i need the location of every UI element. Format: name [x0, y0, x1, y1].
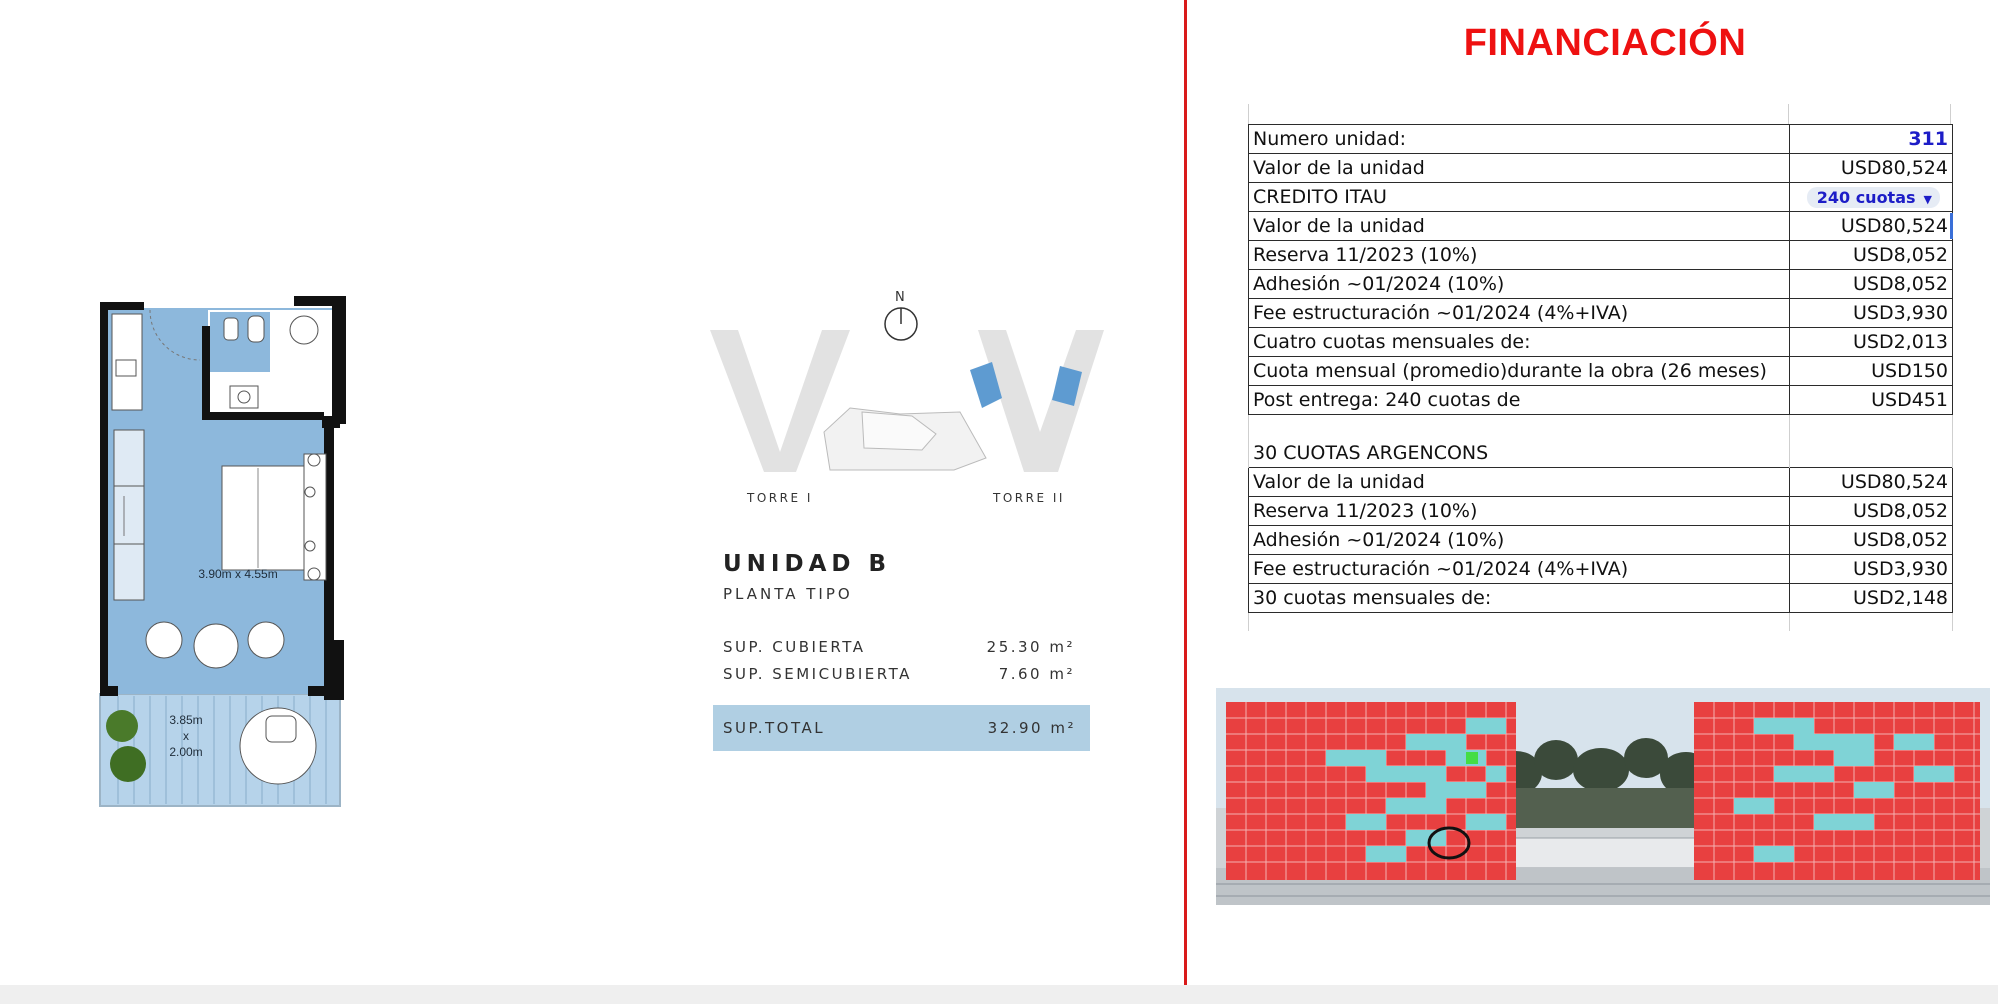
- building-render: [1216, 688, 1990, 905]
- unit-subtitle: PLANTA TIPO: [723, 585, 853, 603]
- table-row: [1249, 299, 1953, 328]
- area-value: 7.60 m²: [998, 665, 1075, 683]
- balcony-width: 3.85m: [169, 713, 203, 727]
- table-row: [1249, 584, 1953, 613]
- cell-label: Reserva 11/2023 (10%): [1249, 241, 1790, 270]
- financing-title: FINANCIACIÓN: [1463, 22, 1747, 64]
- argencons-label: 30 CUOTAS ARGENCONS: [1249, 439, 1790, 468]
- table-row: [1249, 526, 1953, 555]
- floor-plan: [98, 296, 356, 808]
- cuotas-dropdown-value: 240 cuotas: [1816, 188, 1916, 207]
- floor-plan-drawing: [98, 296, 356, 808]
- table-row: [1249, 555, 1953, 584]
- cell-value: USD3,930: [1790, 299, 1953, 328]
- table-row-spacer: [1249, 613, 1953, 632]
- area-row-semicubierta: [723, 665, 1075, 683]
- cuotas-dropdown[interactable]: [1807, 187, 1940, 208]
- cell-label: 30 cuotas mensuales de:: [1249, 584, 1790, 613]
- table-row-spacer: [1249, 415, 1953, 440]
- building-render-image: [1216, 688, 1990, 905]
- cell-label: Reserva 11/2023 (10%): [1249, 497, 1790, 526]
- cell-value: USD8,052: [1790, 526, 1953, 555]
- area-total-box: [713, 705, 1090, 751]
- financing-table-itau: [1248, 124, 1953, 631]
- table-row: [1249, 183, 1953, 212]
- credit-label: CREDITO ITAU: [1249, 183, 1790, 212]
- table-row: [1249, 270, 1953, 299]
- cell-value: USD8,052: [1790, 270, 1953, 299]
- cell-value: USD80,524: [1790, 468, 1953, 497]
- area-total-value: 32.90 m²: [987, 719, 1076, 737]
- section-divider: [1184, 0, 1187, 985]
- cell-value: USD80,524: [1790, 212, 1953, 241]
- table-row: [1249, 241, 1953, 270]
- balcony-x: x: [183, 729, 189, 743]
- room-dimensions: 3.90m x 4.55m: [198, 567, 278, 581]
- table-row: [1249, 357, 1953, 386]
- unit-number-cell[interactable]: 311: [1790, 125, 1953, 154]
- table-row: [1249, 328, 1953, 357]
- table-row: [1249, 125, 1953, 154]
- cell-label: Adhesión ~01/2024 (10%): [1249, 526, 1790, 555]
- cell-label: Fee estructuración ~01/2024 (4%+IVA): [1249, 299, 1790, 328]
- unit-number-label: Numero unidad:: [1249, 125, 1790, 154]
- cell-label: Cuota mensual (promedio)durante la obra (26 meses): [1249, 357, 1790, 386]
- cell-value: USD8,052: [1790, 497, 1953, 526]
- table-row: [1249, 154, 1953, 183]
- tower-1-label: TORRE I: [747, 491, 813, 505]
- cell-value: USD2,013: [1790, 328, 1953, 357]
- table-row: [1249, 468, 1953, 497]
- cell-label: Valor de la unidad: [1249, 154, 1790, 183]
- area-total-label: SUP.TOTAL: [723, 719, 826, 737]
- chevron-down-icon: ▼: [1923, 193, 1932, 206]
- cell-selection-marker: [1950, 213, 1953, 239]
- area-label: SUP. SEMICUBIERTA: [723, 665, 912, 683]
- area-value: 25.30 m²: [986, 638, 1075, 656]
- table-row: [1249, 439, 1953, 468]
- balcony-depth: 2.00m: [169, 745, 203, 759]
- cell-value: USD8,052: [1790, 241, 1953, 270]
- credit-cell: [1790, 183, 1953, 212]
- area-label: SUP. CUBIERTA: [723, 638, 866, 656]
- table-row: [1249, 497, 1953, 526]
- unit-title: UNIDAD B: [723, 551, 892, 577]
- cell-value: USD3,930: [1790, 555, 1953, 584]
- bottom-bar: [0, 985, 1998, 1004]
- table-row: [1249, 212, 1953, 241]
- cell-label: Cuatro cuotas mensuales de:: [1249, 328, 1790, 357]
- cell-value: USD150: [1790, 357, 1953, 386]
- cell-value: USD451: [1790, 386, 1953, 415]
- cell-value: USD2,148: [1790, 584, 1953, 613]
- table-row: [1249, 386, 1953, 415]
- compass-north-label: N: [895, 290, 905, 305]
- cell-label: Valor de la unidad: [1249, 212, 1790, 241]
- cell-label: Fee estructuración ~01/2024 (4%+IVA): [1249, 555, 1790, 584]
- site-plan: [700, 282, 1120, 522]
- site-plan-drawing: [700, 282, 1120, 522]
- cell-value: USD80,524: [1790, 154, 1953, 183]
- area-row-cubierta: [723, 638, 1075, 656]
- cell-label: Post entrega: 240 cuotas de: [1249, 386, 1790, 415]
- sheet-gridlines: [1248, 104, 1951, 124]
- tower-2-label: TORRE II: [993, 491, 1065, 505]
- cell-label: Adhesión ~01/2024 (10%): [1249, 270, 1790, 299]
- cell-label: Valor de la unidad: [1249, 468, 1790, 497]
